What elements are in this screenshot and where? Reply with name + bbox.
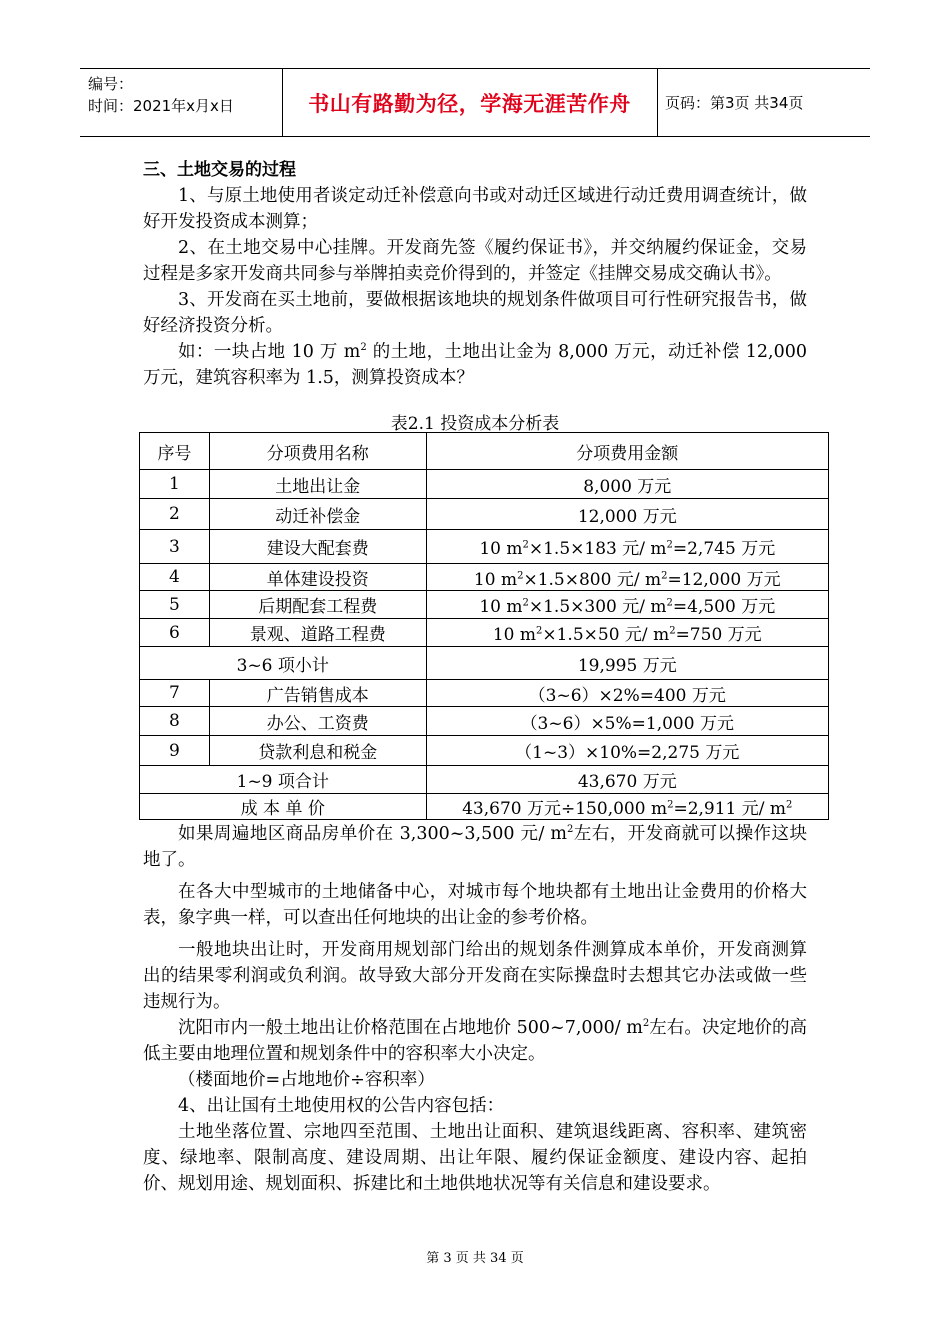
section-title: 三、土地交易的过程 bbox=[143, 160, 296, 180]
cell-name: 3~6 项小计 bbox=[140, 647, 427, 680]
table-header-row bbox=[140, 433, 829, 470]
cell-no: 1 bbox=[140, 470, 210, 499]
cell-name: 广告销售成本 bbox=[209, 680, 426, 707]
paragraph: 3、开发商在买土地前，要做根据该地块的规划条件做项目可行性研究报告书，做好经济投资分析。 bbox=[143, 290, 807, 336]
paragraph: 4、出让国有土地使用权的公告内容包括： bbox=[178, 1096, 505, 1116]
header-divider bbox=[657, 69, 658, 136]
cell-amount: （1~3）×10%=2,275 万元 bbox=[426, 736, 828, 766]
paragraph: 2、在土地交易中心挂牌。开发商先签《履约保证书》，并交纳履约保证金，交易过程是多家开发商共同参与举牌拍卖竞价得到的，并签定《挂牌交易成交确认书》。 bbox=[143, 238, 807, 284]
total-row bbox=[140, 766, 829, 794]
discussion-section bbox=[143, 821, 807, 1197]
cell-amount: 43,670 万元 bbox=[426, 766, 828, 794]
page-header bbox=[80, 68, 870, 137]
cell-name: 建设大配套费 bbox=[209, 530, 426, 564]
table-caption: 表2.1 投资成本分析表 bbox=[390, 414, 560, 434]
cell-name: 景观、道路工程费 bbox=[209, 619, 426, 647]
paragraph: 一般地块出让时，开发商用规划部门给出的规划条件测算成本单价，开发商测算出的结果零利润或负利润。故导致大部分开发商在实际操盘时去想其它办法或做一些违规行为。 bbox=[143, 940, 807, 1012]
table-row bbox=[140, 470, 829, 499]
cell-no: 4 bbox=[140, 564, 210, 591]
table-row bbox=[140, 499, 829, 530]
example-paragraph: 如：一块占地 10 万 $m^2$ 的土地，土地出让金为 8,000 万元，动迁补偿 12,000 万元，建筑容积率为 1.5，测算投资成本？ bbox=[143, 342, 807, 388]
page-footer: 第 3 页 共 34 页 bbox=[426, 1251, 524, 1266]
cell-no: 6 bbox=[140, 619, 210, 647]
cell-amount: 10 $m^2\times 1.5\times 50$ 元/ $m^2=750$ 万元 bbox=[426, 619, 828, 647]
cell-amount: 10 $m^2\times 1.5\times 300$ 元/ $m^2=4,500$ 万元 bbox=[426, 591, 828, 619]
header-page-number: 页码：第3页 共34页 bbox=[665, 94, 804, 112]
cell-no: 5 bbox=[140, 591, 210, 619]
cell-amount: 19,995 万元 bbox=[426, 647, 828, 680]
table-row bbox=[140, 564, 829, 591]
header-motto: 书山有路勤为径，学海无涯苦作舟 bbox=[308, 91, 631, 116]
cell-no: 9 bbox=[140, 736, 210, 766]
cell-name: 单体建设投资 bbox=[209, 564, 426, 591]
cell-amount: （3~6）×2%=400 万元 bbox=[426, 680, 828, 707]
cell-name: 动迁补偿金 bbox=[209, 499, 426, 530]
header-cell: 序号 bbox=[140, 433, 210, 470]
paragraph: （楼面地价=占地地价÷容积率） bbox=[178, 1070, 435, 1090]
cell-name: 后期配套工程费 bbox=[209, 591, 426, 619]
table-row bbox=[140, 707, 829, 736]
table-row bbox=[140, 591, 829, 619]
cell-name: 土地出让金 bbox=[209, 470, 426, 499]
header-number: 编号： bbox=[88, 75, 134, 93]
cell-amount: （3~6）×5%=1,000 万元 bbox=[426, 707, 828, 736]
intro-section bbox=[143, 157, 807, 391]
cell-no: 3 bbox=[140, 530, 210, 564]
paragraph: 在各大中型城市的土地储备中心，对城市每个地块都有土地出让金费用的价格大表，象字典一样，可以查出任何地块的出让金的参考价格。 bbox=[143, 882, 807, 928]
table-row bbox=[140, 530, 829, 564]
header-cell: 分项费用名称 bbox=[209, 433, 426, 470]
cell-amount: 10 $m^2\times 1.5\times 800$ 元/ $m^2=12,000$ 万元 bbox=[426, 564, 828, 591]
cell-name: 1~9 项合计 bbox=[140, 766, 427, 794]
paragraph: 土地坐落位置、宗地四至范围、土地出让面积、建筑退线距离、容积率、建筑密度、绿地率、限制高度、建设周期、出让年限、履约保证金额度、建设内容、起拍价、规划用途、规划面积、拆建比和土地供地状况等有关信息和建设要求。 bbox=[143, 1122, 807, 1194]
table-row bbox=[140, 680, 829, 707]
cell-amount: 43,670 万元÷150,000 $m^2=2,911$ 元/ $m^2$ bbox=[426, 794, 828, 820]
cost-table bbox=[139, 432, 829, 820]
cell-amount: 10 $m^2\times 1.5\times 183$ 元/ $m^2=2,745$ 万元 bbox=[426, 530, 828, 564]
cell-name: 贷款利息和税金 bbox=[209, 736, 426, 766]
paragraph: 1、与原土地使用者谈定动迁补偿意向书或对动迁区域进行动迁费用调查统计，做好开发投资成本测算； bbox=[143, 186, 807, 232]
header-meta bbox=[88, 73, 234, 117]
cell-no: 7 bbox=[140, 680, 210, 707]
cell-name: 办公、工资费 bbox=[209, 707, 426, 736]
table-row bbox=[140, 736, 829, 766]
subtotal-row bbox=[140, 647, 829, 680]
cell-amount: 12,000 万元 bbox=[426, 499, 828, 530]
paragraph: 沈阳市内一般土地出让价格范围在占地地价 500~7,000/ $m^2$左右。决定地价的高低主要由地理位置和规划条件中的容积率大小决定。 bbox=[143, 1018, 808, 1064]
table-row bbox=[140, 619, 829, 647]
header-time: 时间：2021年x月x日 bbox=[88, 97, 234, 115]
unit-price-row bbox=[140, 794, 829, 820]
header-cell: 分项费用金额 bbox=[426, 433, 828, 470]
cell-no: 2 bbox=[140, 499, 210, 530]
cell-no: 8 bbox=[140, 707, 210, 736]
cell-amount: 8,000 万元 bbox=[426, 470, 828, 499]
paragraph: 如果周遍地区商品房单价在 3,300~3,500 元/ $m^2$左右，开发商就可以操作这块地了。 bbox=[143, 824, 807, 870]
cell-name: 成 本 单 价 bbox=[140, 794, 427, 820]
